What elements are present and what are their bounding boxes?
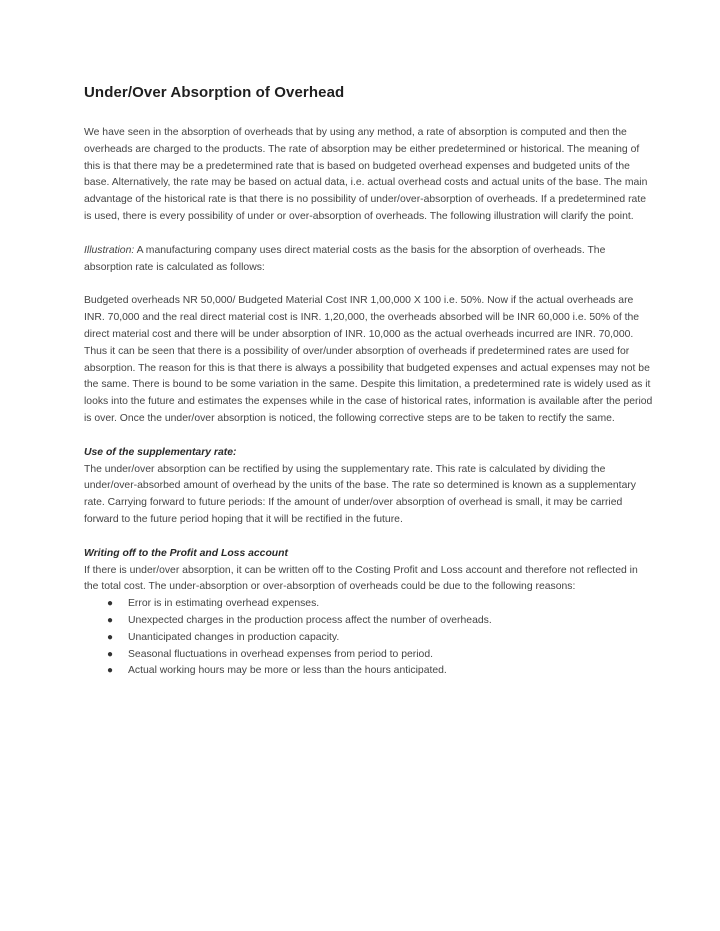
illustration-label: Illustration:: [84, 244, 135, 256]
bullet-icon: ●: [107, 648, 114, 660]
document-title: Under/Over Absorption of Overhead: [84, 84, 345, 101]
supplementary-rate-paragraph: The under/over absorption can be rectified by using the supplementary rate. This rate is calculated by dividing the under/over-absorbed amount of overhead by the units of the base. The rate so determined is known as a supplementary rate. Carrying forward to future periods: If the amount of under/over absorption of overhead is small, it may be carried forward to the future period hoping that it will be rectified in the future.: [84, 463, 636, 525]
profit-loss-paragraph: If there is under/over absorption, it can be written off to the Costing Profit and Loss account and therefore not reflected in the total cost. The under-absorption or over-absorption of overheads could be due to the following reasons:: [84, 564, 638, 593]
bullet-icon: ●: [107, 614, 114, 626]
reasons-list: [84, 596, 654, 680]
illustration-text: A manufacturing company uses direct material costs as the basis for the absorption of overheads. The absorption rate is calculated as follows:: [84, 244, 606, 273]
list-item-text: Error is in estimating overhead expenses.: [128, 598, 320, 610]
profit-loss-heading: Writing off to the Profit and Loss account: [84, 547, 288, 559]
document-content: [84, 84, 654, 680]
list-item: [107, 613, 654, 630]
bullet-icon: ●: [107, 598, 114, 610]
bullet-icon: ●: [107, 665, 114, 677]
list-item-text: Seasonal fluctuations in overhead expenses from period to period.: [128, 648, 433, 660]
bullet-icon: ●: [107, 631, 114, 643]
illustration-paragraph: [84, 243, 654, 277]
profit-loss-section: [84, 546, 654, 680]
list-item: [107, 647, 654, 664]
list-item-text: Unanticipated changes in production capacity.: [128, 631, 340, 643]
calculation-paragraph: Budgeted overheads NR 50,000/ Budgeted Material Cost INR 1,00,000 X 100 i.e. 50%. Now if the actual overheads are INR. 70,000 and the real direct material cost is INR. 1,20,000, the overheads absorbed will be INR 60,000 i.e. 50% of the direct material cost and there will be under absorption of INR. 10,000 as the actual overheads incurred are INR. 70,000. Thus it can be seen that there is a possibility of over/under absorption of overheads if predetermined rates are used for absorption. The reason for this is that there is always a possibility that budgeted expenses and actual expenses may not be the same. There is bound to be some variation in the same. Despite this limitation, a predetermined rate is widely used as it looks into the future and estimates the expenses while in the case of historical rates, information is available after the period is over. Once the under/over absorption is noticed, the following corrective steps are to be taken to rectify the same.: [84, 295, 653, 424]
supplementary-rate-heading: Use of the supplementary rate:: [84, 446, 237, 458]
list-item: [107, 663, 654, 680]
list-item: [107, 630, 654, 647]
supplementary-rate-section: [84, 445, 654, 529]
intro-paragraph: We have seen in the absorption of overheads that by using any method, a rate of absorption is computed and then the overheads are charged to the products. The rate of absorption may be either predetermined or historical. The meaning of this is that there may be a predetermined rate that is based on budgeted overhead expenses and budgeted units of the base. Alternatively, the rate may be based on actual data, i.e. actual overhead costs and actual units of the base. The main advantage of the historical rate is that there is no possibility of under/over-absorption of overheads. If a predetermined rate is used, there is every possibility of under or over-absorption of overheads. The following illustration will clarify the point.: [84, 127, 648, 222]
list-item: [107, 596, 654, 613]
list-item-text: Unexpected charges in the production process affect the number of overheads.: [128, 614, 492, 626]
list-item-text: Actual working hours may be more or less than the hours anticipated.: [128, 665, 447, 677]
